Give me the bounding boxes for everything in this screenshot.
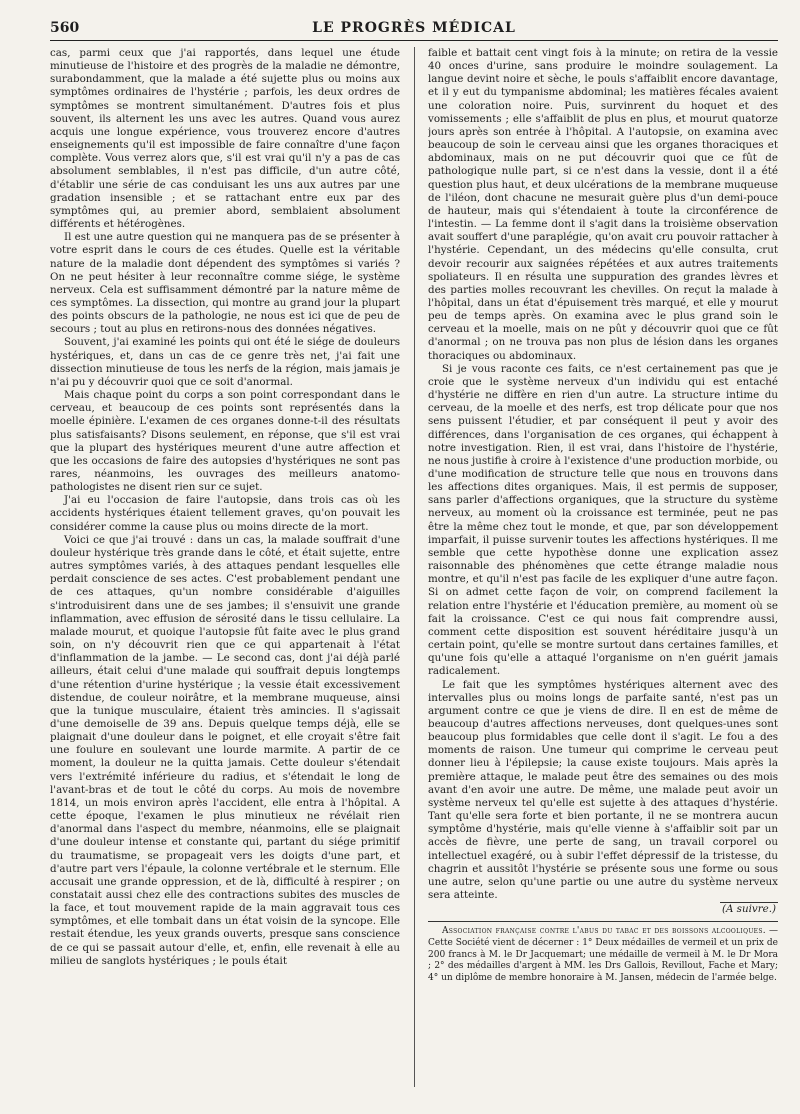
note-body: — Cette Société vient de décerner : 1° Deux médailles de vermeil et un prix de 200 francs à M. le Dr Jacquemart; une médaille de vermeil à M. le Dr Mora ; 2° des médailles d'argent à MM. les Drs Gallois, Revillout, Fache et Mary; 4° un diplôme de membre honoraire à M. Jansen, médecin de l'armée belge. [428, 926, 778, 983]
suite-row [428, 902, 778, 916]
journal-title: LE PROGRÈS MÉDICAL [312, 20, 516, 36]
section-rule [428, 921, 778, 922]
paragraph: faible et battait cent vingt fois à la minute; on retira de la vessie 40 onces d'urine, sans produire le moindre soulagement. La langue devint noire et sèche, le pouls s'affaiblit encore davantage, et il y eut du tympanisme abdominal; les matières fécales avaient une coloration noire. Puis, survinrent du hoquet et des vomissements ; elle s'affaiblit de plus en plus, et mourut quatorze jours après son entrée à l'hôpital. A l'autopsie, on examina avec beaucoup de soin le cerveau ainsi que les organes thoraciques et abdominaux, mais on ne put découvrir quoi que ce fût de pathologique nulle part, si ce n'est dans la vessie, dont il a été question plus haut, et deux ulcérations de la membrane muqueuse de l'iléon, dont chacune ne mesurait guère plus d'un demi-pouce de hauteur, mais qui s'étendaient à toute la circonférence de l'intestin. — La femme dont il s'agit dans la troisième observation avait souffert d'une paraplégie, qu'on avait cru pouvoir rattacher à l'hystérie. Cependant, un des médecins qu'elle consulta, crut devoir recourir aux saignées répétées et aux autres traitements spoliateurs. Il en résulta une suppuration des grandes lèvres et des parties molles recouvrant les chevilles. On reçut la malade à l'hôpital, dans un état d'épuisement très marqué, et elle y mourut peu de temps après. On examina avec le plus grand soin le cerveau et la moelle, mais on ne pût y découvrir quoi que ce fût d'anormal ; on ne trouva pas non plus de lésion dans les organes thoraciques ou abdominaux. [428, 47, 778, 362]
page-header [50, 18, 778, 41]
paragraph: J'ai eu l'occasion de faire l'autopsie, dans trois cas où les accidents hystériques étaient tellement graves, qu'on pouvait les considérer comme la cause plus ou moins directe de la mort. [50, 494, 400, 533]
paragraph: Si je vous raconte ces faits, ce n'est certainement pas que je croie que le système nerveux d'un individu qui est entaché d'hystérie ne diffère en rien d'un autre. La structure intime du cerveau, de la moelle et des nerfs, est trop délicate pour que nos sens puissent l'étudier, et par conséquent il peut y avoir des différences, dans l'organisation de ces organes, qui échappent à notre investigation. Rien, il est vrai, dans l'histoire de l'hystérie, ne nous justifie à croire à l'existence d'une production morbide, ou d'une modification de structure telle que nous en trouvons dans les affections dites organiques. Mais, il est permis de supposer, sans parler d'affections organiques, que la structure du système nerveux, au moment où la croissance est terminée, peut ne pas être la même chez tout le monde, et que, par son développement imparfait, il puisse survenir toutes les affections hystériques. Il me semble que cette hypothèse donne une explication assez raisonnable des phénomènes que cette étrange maladie nous montre, et qu'il n'est pas facile de les expliquer d'une autre façon. Si on admet cette façon de voir, on comprend facilement la relation entre l'hystérie et l'éducation première, au moment où se fait la croissance. C'est ce qui nous fait comprendre aussi, comment cette disposition est souvent héréditaire jusqu'à un certain point, qu'elle se montre surtout dans certaines familles, et qu'une fois qu'elle a attaqué l'organisme on n'en guérit jamais radicalement. [428, 362, 778, 678]
to-be-continued: (A suivre.) [721, 903, 776, 916]
left-column [50, 47, 400, 1097]
right-column [428, 47, 778, 1097]
paragraph: Voici ce que j'ai trouvé : dans un cas, la malade souffrait d'une douleur hystérique très grande dans le côté, et était sujette, entre autres symptômes variés, à des attaques pendant lesquelles elle perdait conscience de ses actes. C'est probablement pendant une de ces attaques, qu'un nombre considérable d'aiguilles s'introduisirent dans une de ses jambes; il s'ensuivit une grande inflammation, avec effusion de sérosité dans le tissu cellulaire. La malade mourut, et quoique l'autopsie fût faite avec le plus grand soin, on n'y découvrit rien que ce qui appartenait à l'état d'inflammation de la jambe. — Le second cas, dont j'ai déjà parlé ailleurs, était celui d'une malade qui souffrait depuis longtemps d'une rétention d'urine hystérique ; la vessie était excessivement distendue, de couleur noirâtre, et la membrane muqueuse, ainsi que la tunique musculaire, étaient très amincies. Il s'agissait d'une demoiselle de 39 ans. Depuis quelque temps déjà, elle se plaignait d'une douleur dans le poignet, et elle croyait s'être fait une foulure en soulevant une lourde marmite. A partir de ce moment, la douleur ne la quitta jamais. Cette douleur s'étendait vers l'extrémité inférieure du radius, et s'étendait le long de l'avant-bras et de tout le côté du corps. Au mois de novembre 1814, un mois environ après l'accident, elle entra à l'hôpital. A cette époque, l'examen le plus minutieux ne révélait rien d'anormal dans l'aspect du membre, néanmoins, elle se plaignait d'une douleur intense et constante qui, partant du siége primitif du traumatisme, se propageait vers les doigts d'une part, et d'autre part vers l'épaule, la colonne vertébrale et le sternum. Elle accusait une grande oppression, et de là, difficulté à respirer ; on constatait aussi chez elle des contractions subites des muscles de la face, et tout mouvement rapide de la main aggravait tous ces symptômes, et elle tombait dans un état voisin de la syncope. Elle restait étendue, les yeux grands ouverts, presque sans conscience de ce qui se passait autour d'elle, et, enfin, elle revenait à elle au milieu de sanglots hystériques ; le pouls était [50, 533, 400, 967]
paragraph: Le fait que les symptômes hystériques alternent avec des intervalles plus ou moins longs de parfaite santé, n'est pas un argument contre ce que je viens de dire. Il en est de même de beaucoup d'autres affections nerveuses, dont quelques-unes sont beaucoup plus formidables que celle dont il s'agit. Le fou a des moments de raison. Une tumeur qui comprime le cerveau peut donner lieu à l'épilepsie; la cause existe toujours. Mais après la première attaque, le malade peut être des semaines ou des mois avant d'en avoir une autre. De même, une malade peut avoir un système nerveux tel qu'elle est sujette à des attaques d'hystérie. Tant qu'elle sera forte et bien portante, il ne se montrera aucun symptôme d'hystérie, mais qu'elle vienne à s'affaiblir soit par un accès de fièvre, une perte de sang, un travail corporel ou intellectuel exagéré, ou à subir l'effet dépressif de la tristesse, du chagrin et aussitôt l'hystérie se présente sous une forme ou sous une autre, selon qu'une partie ou une autre du système nerveux sera atteinte. [428, 678, 778, 901]
news-note [428, 926, 778, 984]
paragraph: Il est une autre question qui ne manquera pas de se présenter à votre esprit dans le cours de ces études. Quelle est la véritable nature de la maladie dont dépendent des symptômes si variés ? On ne peut hésiter à leur reconnaître comme siége, le système nerveux. Cela est suffisamment démontré par la nature même de ces symptômes. La dissection, qui montre au grand jour la plupart des points obscurs de la pathologie, ne nous est ici que de peu de secours ; tout au plus en retirons-nous des données négatives. [50, 231, 400, 336]
paragraph: Souvent, j'ai examiné les points qui ont été le siége de douleurs hystériques, et, dans un cas de ce genre très net, j'ai fait une dissection minutieuse de tous les nerfs de la région, mais jamais je n'ai pu y découvrir quoi que ce soit d'anormal. [50, 336, 400, 388]
note-heading: Association française contre l'abus du tabac et des boissons alcooliques. [442, 926, 766, 937]
paragraph: cas, parmi ceux que j'ai rapportés, dans lequel une étude minutieuse de l'histoire et des progrès de la maladie ne démontre, surabondamment, que la malade a été sujette plus ou moins aux symptômes ordinaires de l'hystérie ; parfois, les deux ordres de symptômes se montrent simultanément. D'autres fois et plus souvent, ils alternent les uns avec les autres. Quand vous aurez acquis une longue expérience, vous trouverez encore d'autres enseignements qu'il est impossible de faire connaître d'une façon complète. Vous verrez alors que, s'il est vrai qu'il n'y a pas de cas absolument semblables, il n'est pas difficile, d'un autre côté, d'établir une série de cas conduisant les uns aux autres par une gradation insensible ; et se rattachant entre eux par des symptômes qui, au premier abord, semblaient absolument différents et hétérogènes. [50, 47, 400, 231]
paragraph: Mais chaque point du corps a son point correspondant dans le cerveau, et beaucoup de ces points sont représentés dans la moelle épinière. L'examen de ces organes donne-t-il des résultats plus satisfaisants? Disons seulement, en réponse, que s'il est vrai que la plupart des hystériques meurent d'une autre affection et que les occasions de faire des autopsies d'hystériques ne sont pas rares, néanmoins, les ouvrages des meilleurs anatomo-pathologistes ne disent rien sur ce sujet. [50, 389, 400, 494]
page-number: 560 [50, 20, 80, 36]
column-divider [414, 47, 415, 1087]
text-columns [50, 47, 778, 1097]
